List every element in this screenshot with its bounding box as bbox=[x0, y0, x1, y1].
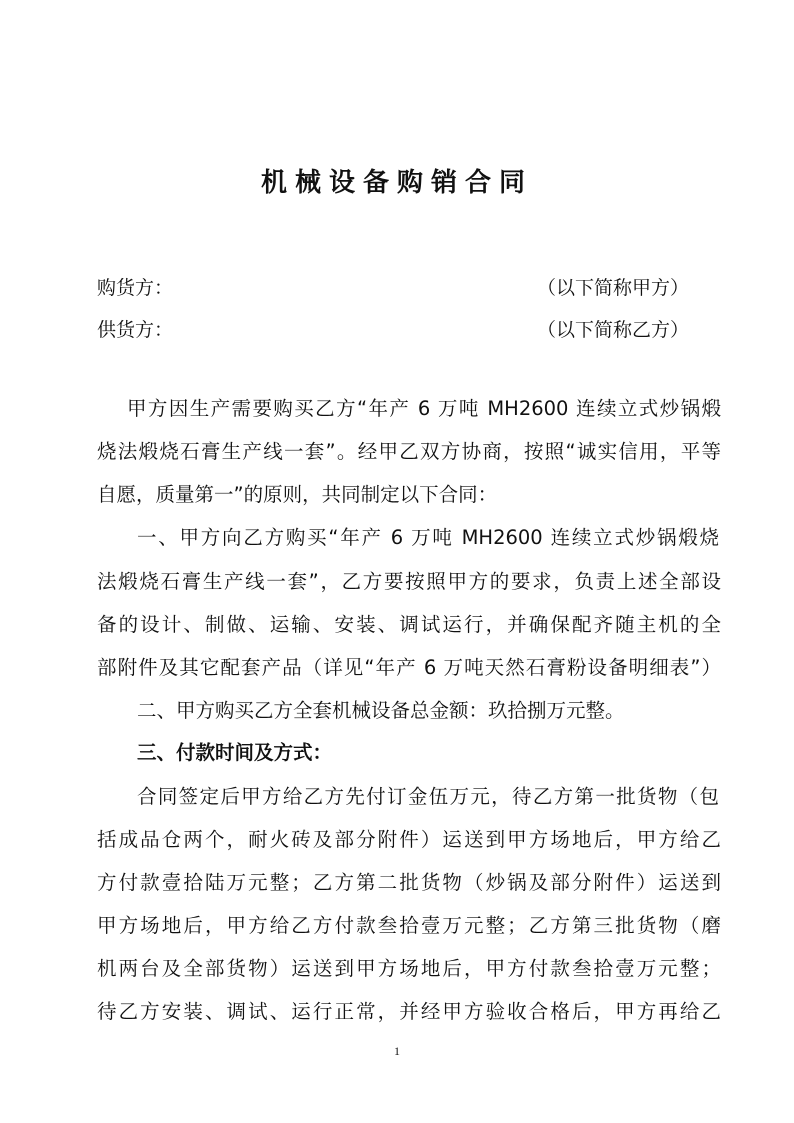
buyer-label: 购货方： bbox=[97, 277, 174, 299]
clause-1-line: 一、甲方向乙方购买“年产 6 万吨 MH2600 连续立式炒锅煅烧 bbox=[137, 526, 719, 549]
document-title: 机械设备购销合同 bbox=[260, 168, 533, 198]
body-line: 甲方因生产需要购买乙方“年产 6 万吨 MH2600 连续立式炒锅煅 bbox=[127, 397, 721, 420]
supplier-row bbox=[97, 315, 697, 342]
supplier-label: 供货方： bbox=[97, 319, 174, 341]
clause-2-line: 二、甲方购买乙方全套机械设备总金额：玖拾捌万元整。 bbox=[137, 699, 625, 722]
body-line: 方付款壹拾陆万元整；乙方第二批货物（炒锅及部分附件）运送到 bbox=[97, 871, 721, 894]
body-line: 合同签定后甲方给乙方先付订金伍万元，待乙方第一批货物（包 bbox=[137, 785, 719, 808]
clause-3-heading: 三、付款时间及方式： bbox=[137, 741, 333, 764]
body-line: 法煅烧石膏生产线一套”，乙方要按照甲方的要求，负责上述全部设 bbox=[97, 570, 721, 593]
body-line: 部附件及其它配套产品（详见“年产 6 万吨天然石膏粉设备明细表”） bbox=[97, 656, 721, 679]
body-line: 括成品仓两个，耐火砖及部分附件）运送到甲方场地后，甲方给乙 bbox=[97, 828, 721, 851]
page-number: 1 bbox=[394, 1044, 400, 1058]
body-line: 烧法煅烧石膏生产线一套”。经甲乙双方协商，按照“诚实信用，平等 bbox=[97, 440, 721, 463]
buyer-note: （以下简称甲方） bbox=[537, 277, 690, 299]
buyer-row bbox=[97, 273, 697, 300]
body-line: 备的设计、制做、运输、安装、调试运行，并确保配齐随主机的全 bbox=[97, 613, 721, 636]
body-line: 自愿，质量第一”的原则，共同制定以下合同： bbox=[97, 483, 498, 506]
body-line: 待乙方安装、调试、运行正常，并经甲方验收合格后，甲方再给乙 bbox=[97, 1000, 721, 1023]
body-line: 甲方场地后，甲方给乙方付款叁拾壹万元整；乙方第三批货物（磨 bbox=[97, 914, 721, 937]
supplier-note: （以下简称乙方） bbox=[537, 319, 690, 341]
body-line: 机两台及全部货物）运送到甲方场地后，甲方付款叁拾壹万元整； bbox=[97, 957, 721, 980]
